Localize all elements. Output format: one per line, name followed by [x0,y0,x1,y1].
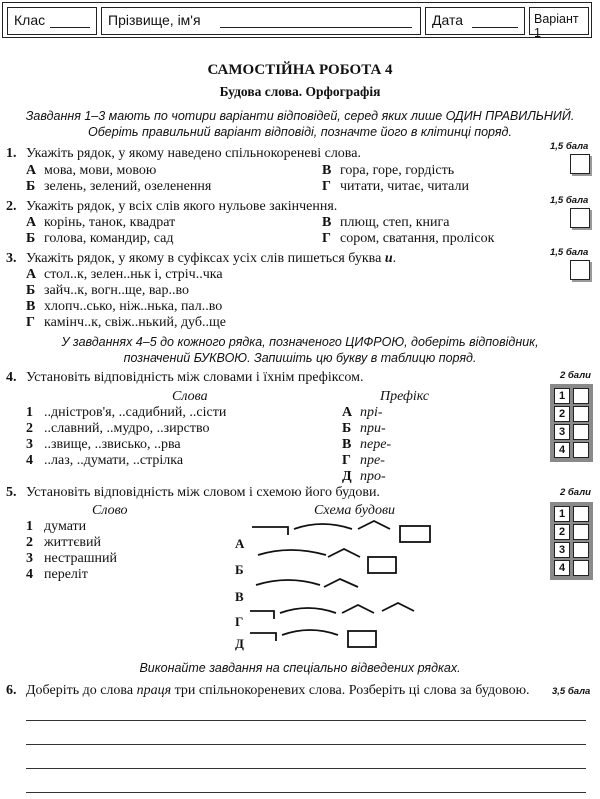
q6-number: 6. [6,683,17,698]
q2-option-a-letter: А [26,215,37,230]
q5-item-1-num: 1 [26,519,33,534]
q5-scheme-b-letter: Б [235,562,244,577]
q4-answer-g-text: пре- [360,453,385,468]
date-label: Дата [432,12,464,28]
q5-grid-cell-3[interactable] [573,542,589,558]
q4-answer-d-letter: Д [342,469,352,484]
q4-answer-v-text: пере- [360,437,392,452]
page-title: САМОСТІЙНА РОБОТА 4 [207,62,393,78]
q5-grid-cell-4[interactable] [573,560,589,576]
name-label: Прізвище, ім'я [108,12,201,28]
q4-answer-a-text: прі- [360,405,383,420]
q4-item-1-num: 1 [26,405,33,420]
scheme-d [250,630,376,647]
q5-answer-grid [550,502,593,580]
q2-text: Укажіть рядок, у всіх слів якого нульове закінчення. [26,199,338,214]
answer-line-1[interactable] [26,720,586,721]
q4-answer-v [342,437,391,453]
q2-option-v-letter: В [322,215,332,230]
q5-grid-num-4: 4 [554,560,570,576]
q4-grid-num-2: 2 [554,406,570,422]
q2-number: 2. [6,199,17,214]
instruction-2-line-1: У завданнях 4–5 до кожного рядка, позначеного ЦИФРОЮ, доберіть відповідник, [61,335,539,349]
q5-col-scheme-head: Схема будови [314,503,396,518]
q4-answer-v-letter: В [342,437,352,452]
q1-option-g[interactable] [322,179,469,195]
q5-item-3-text: нестрашний [44,551,118,566]
q2-option-b-letter: Б [26,231,36,246]
q1-option-a-letter: А [26,163,37,178]
q5-col-word-head: Слово [92,503,128,518]
scheme-v [256,579,358,587]
q4-item-3-num: 3 [26,437,33,452]
class-field[interactable] [7,7,97,35]
instruction-2-line-2: позначений БУКВОЮ. Запишіть цю букву в таблицю поряд. [123,351,477,365]
q2-option-a[interactable] [26,215,175,231]
variant-cell [529,7,589,40]
q5-grid-num-3: 3 [554,542,570,558]
q3-points: 1,5 бала [550,247,589,258]
name-field[interactable] [101,7,421,35]
q4-answer-a-letter: А [342,405,353,420]
q3-option-g-letter: Г [26,315,35,330]
q4-item-2 [26,421,209,437]
q6-text-end: три спільнокореневих слова. Розберіть ці слова за будовою. [171,683,530,698]
name-line [220,27,412,28]
q1-option-a[interactable] [26,163,156,179]
q2-option-g[interactable] [322,231,494,247]
scheme-a [252,521,430,542]
q2-option-v-text: плющ, степ, книга [340,215,450,230]
q5-item-4-num: 4 [26,567,33,582]
answer-line-2[interactable] [26,744,586,745]
q5-schemes-diagram [240,515,440,655]
q1-option-v-text: гора, горе, гордість [340,163,455,178]
q1-option-g-text: читати, читає, читали [340,179,469,194]
date-field[interactable] [425,7,525,35]
q5-item-1 [26,519,86,535]
q5-grid-num-2: 2 [554,524,570,540]
q5-grid-cell-1[interactable] [573,506,589,522]
q1-option-b-letter: Б [26,179,36,194]
q5-scheme-d-letter: Д [235,636,244,651]
q2-option-b[interactable] [26,231,173,247]
q4-answer-g-letter: Г [342,453,351,468]
q4-grid-num-4: 4 [554,442,570,458]
q2-option-b-text: голова, командир, сад [44,231,174,246]
q4-item-2-text: ..славний, ..мудро, ..зирство [44,421,210,436]
q2-answer-box[interactable] [570,208,590,228]
instruction-1-line-1: Завдання 1–3 мають по чотири варіанти відповідей, серед яких лише ОДИН ПРАВИЛЬНИЙ. [25,109,575,123]
q4-col-words-head: Слова [172,389,208,404]
q5-item-1-text: думати [44,519,87,534]
q3-option-g[interactable] [26,315,226,331]
q4-item-3 [26,437,181,453]
q5-points: 2 бали [560,487,591,498]
q3-number: 3. [6,251,17,266]
q5-item-4 [26,567,88,583]
q5-item-4-text: переліт [44,567,88,582]
date-line [472,27,518,28]
q6-points: 3,5 бала [552,686,591,697]
q3-option-b[interactable] [26,283,189,299]
q5-item-2 [26,535,101,551]
q4-answer-b-text: при- [360,421,386,436]
q2-option-g-text: сором, сватання, пролісок [340,231,495,246]
q4-answer-b [342,421,386,437]
q4-item-4 [26,453,183,469]
instruction-2 [0,334,600,366]
q3-answer-box[interactable] [570,260,590,280]
q2-points: 1,5 бала [550,195,589,206]
q3-option-a[interactable] [26,267,223,283]
q5-text: Установіть відповідність між словом і схемою його будови. [26,485,380,500]
q3-option-a-text: стол..к, зелен..ньк і, стріч..чка [44,267,223,282]
q3-text-end: . [392,251,397,266]
q4-answer-grid [550,384,593,462]
answer-line-3[interactable] [26,768,586,769]
q3-text-main: Укажіть рядок, у якому в суфіксах усіх слів пишеться буква [26,251,385,266]
q4-answer-a [342,405,383,421]
answer-line-4[interactable] [26,792,586,793]
q4-points: 2 бали [560,370,591,381]
q1-points: 1,5 бала [550,141,589,152]
q4-number: 4. [6,370,17,385]
scheme-g [250,603,414,619]
q5-item-2-text: життєвий [44,535,102,550]
q5-grid-cell-2[interactable] [573,524,589,540]
header-strip [2,2,592,38]
instruction-3: Виконайте завдання на спеціально відведених рядках. [139,661,461,675]
q6-text [26,683,530,699]
q3-option-b-letter: Б [26,283,36,298]
q4-item-2-num: 2 [26,421,33,436]
q4-grid-num-1: 1 [554,388,570,404]
q4-answer-b-letter: Б [342,421,352,436]
scheme-b [258,549,396,573]
q4-item-4-num: 4 [26,453,33,468]
q3-option-a-letter: А [26,267,37,282]
q1-option-a-text: мова, мови, мовою [44,163,157,178]
q3-option-v-text: хлопч..сько, ніж..нька, пал..во [44,299,223,314]
q1-option-b-text: зелень, зелений, озеленення [44,179,212,194]
q4-grid-cell-1[interactable] [573,388,589,404]
q4-grid-cell-3[interactable] [573,424,589,440]
q5-item-2-num: 2 [26,535,33,550]
q4-grid-cell-2[interactable] [573,406,589,422]
q4-item-1 [26,405,226,421]
q3-option-g-text: камінч..к, свіж..нький, дуб..ще [44,315,226,330]
q4-answer-d [342,469,386,485]
q4-item-1-text: ..дністров'я, ..садибний, ..сісти [44,405,227,420]
q2-option-v[interactable] [322,215,450,231]
q5-item-3 [26,551,117,567]
q1-text: Укажіть рядок, у якому наведено спільнокореневі слова. [26,146,361,161]
q4-text: Установіть відповідність між словами і їхнім префіксом. [26,370,364,385]
q5-grid-num-1: 1 [554,506,570,522]
q4-answer-d-text: про- [360,469,386,484]
q2-option-g-letter: Г [322,231,331,246]
q5-scheme-a-letter: А [235,536,245,551]
q4-answer-g [342,453,385,469]
q3-option-b-text: зайч..к, вогн..ще, вар..во [44,283,189,298]
class-label: Клас [14,12,46,28]
q4-item-4-text: ..лаз, ..думати, ..стрілка [44,453,184,468]
q3-option-v[interactable] [26,299,222,315]
q5-scheme-v-letter: В [235,589,244,604]
class-line [50,27,90,28]
q3-text [26,251,396,267]
page-subtitle: Будова слова. Орфографія [219,84,381,99]
q5-scheme-g-letter: Г [235,614,244,629]
q1-number: 1. [6,146,17,161]
q3-option-v-letter: В [26,299,36,314]
q2-option-a-text: корінь, танок, квадрат [44,215,176,230]
q5-item-3-num: 3 [26,551,33,566]
q1-option-b[interactable] [26,179,211,195]
q4-col-prefix-head: Префікс [380,389,430,404]
instruction-1-line-2: Оберіть правильний варіант відповіді, позначте його в клітинці поряд. [88,125,512,139]
q4-grid-num-3: 3 [554,424,570,440]
q3-text-letter: и [384,251,393,266]
q1-answer-box[interactable] [570,154,590,174]
q4-grid-cell-4[interactable] [573,442,589,458]
q6-text-start: Доберіть до слова [26,683,137,698]
q6-text-word: праця [136,683,172,698]
q4-item-3-text: ..звище, ..звисько, ..рва [44,437,181,452]
variant-label: Варіант 1 [534,12,579,40]
q1-option-g-letter: Г [322,179,331,194]
q1-option-v-letter: В [322,163,332,178]
q1-option-v[interactable] [322,163,454,179]
instruction-1 [0,108,600,140]
q5-number: 5. [6,485,17,500]
